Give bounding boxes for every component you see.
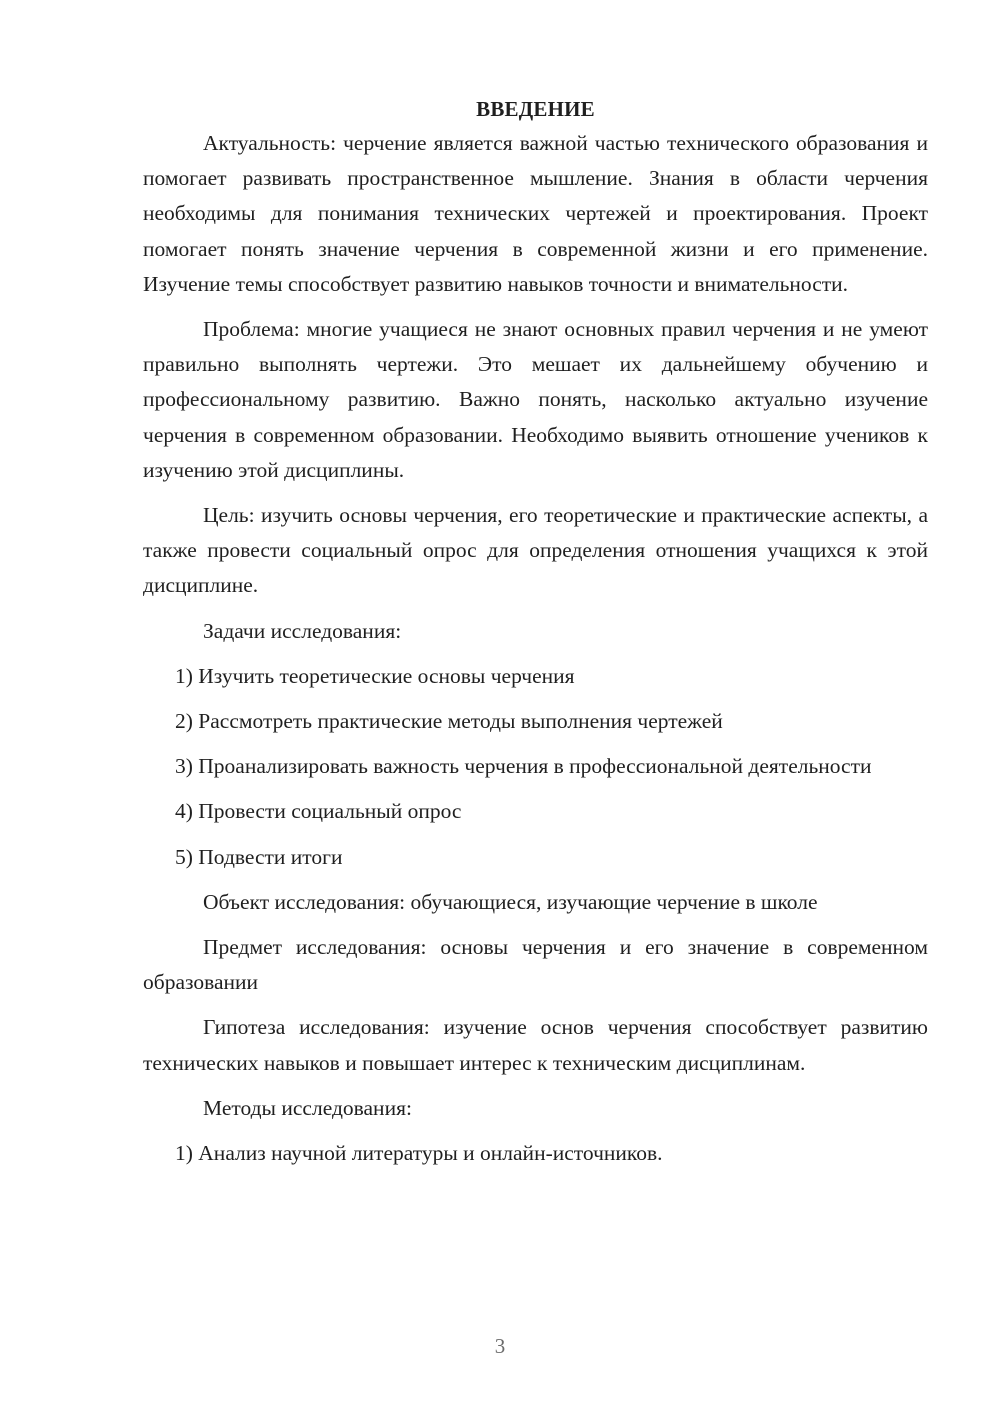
task-item-5: 5) Подвести итоги <box>175 844 343 869</box>
object-paragraph: Объект исследования: обучающиеся, изучающие черчение в школе <box>203 889 818 914</box>
subject-paragraph: Предмет исследования: основы черчения и его значение в современном образовании <box>143 935 928 995</box>
problem-paragraph: Проблема: многие учащиеся не знают основных правил черчения и не умеют правильно выполнять чертежи. Это мешает их дальнейшему обучению и профессиональному развитию. Важно понять, насколько актуально изучение черчения в современном образовании. Необходимо выявить отношение учеников к изучению этой дисциплины. <box>143 317 928 482</box>
method-item-1: 1) Анализ научной литературы и онлайн-источников. <box>175 1141 663 1166</box>
page-title: ВВЕДЕНИЕ <box>476 97 595 121</box>
methods-heading: Методы исследования: <box>203 1095 412 1120</box>
task-item-1: 1) Изучить теоретические основы черчения <box>175 663 575 688</box>
task-item-2: 2) Рассмотреть практические методы выполнения чертежей <box>175 709 723 734</box>
tasks-heading: Задачи исследования: <box>203 618 402 643</box>
document-page <box>143 92 928 1181</box>
page-number: 3 <box>494 1334 506 1358</box>
relevance-paragraph: Актуальность: черчение является важной частью технического образования и помогает развивать пространственное мышление. Знания в области черчения необходимы для понимания технических чертежей и проектирования. Проект помогает понять значение черчения в современной жизни и его применение. Изучение темы способствует развитию навыков точности и внимательности. <box>143 131 928 296</box>
goal-paragraph: Цель: изучить основы черчения, его теоретические и практические аспекты, а также провести социальный опрос для определения отношения учащихся к этой дисциплине. <box>143 503 928 598</box>
task-item-3: 3) Проанализировать важность черчения в профессиональной деятельности <box>175 754 872 779</box>
hypothesis-paragraph: Гипотеза исследования: изучение основ черчения способствует развитию технических навыков и повышает интерес к техническим дисциплинам. <box>143 1015 928 1075</box>
task-item-4: 4) Провести социальный опрос <box>175 799 462 824</box>
